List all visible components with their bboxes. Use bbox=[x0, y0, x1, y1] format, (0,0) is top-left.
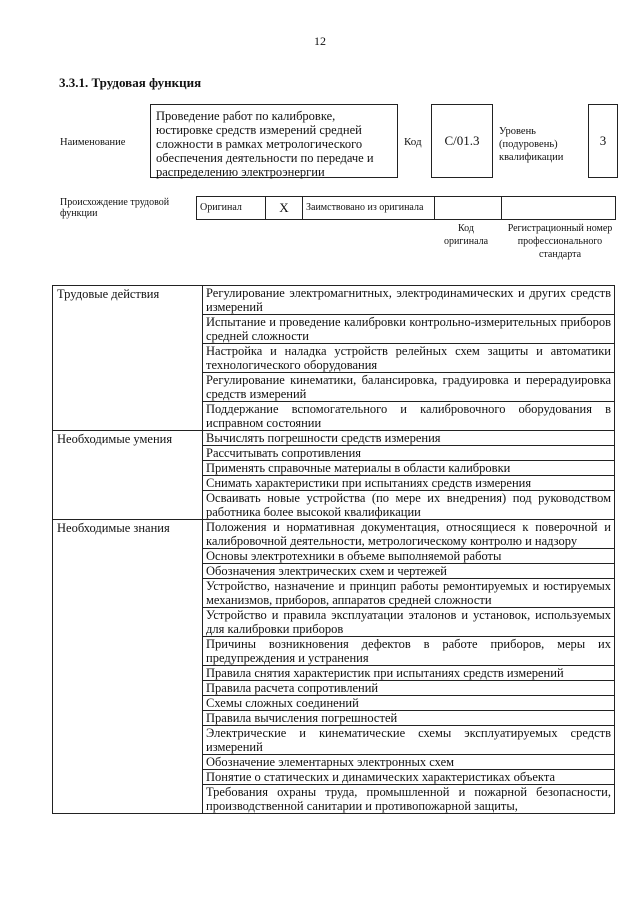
origin-code-cell bbox=[435, 197, 502, 220]
list-item: Осваивать новые устройства (по мере их внедрения) под руководством работника более высокой квалификации bbox=[203, 491, 615, 520]
qualification-level-label: Уровень (подуровень) квалификации bbox=[499, 126, 564, 163]
list-item: Обозначения электрических схем и чертежей bbox=[203, 564, 615, 579]
name-label: Наименование bbox=[60, 137, 126, 148]
list-item: Рассчитывать сопротивления bbox=[203, 446, 615, 461]
section-title-cell: Необходимые знания bbox=[53, 520, 203, 814]
section-title-cell: Трудовые действия bbox=[53, 286, 203, 431]
list-item: Схемы сложных соединений bbox=[203, 696, 615, 711]
function-details-table bbox=[52, 285, 615, 814]
list-item: Устройство и правила эксплуатации эталонов и установок, используемых для калибровки приборов bbox=[203, 608, 615, 637]
borrowed-label-cell: Заимствовано из оригинала bbox=[303, 197, 435, 220]
origin-label: Происхождение трудовой функции bbox=[60, 197, 170, 219]
table-row bbox=[53, 431, 615, 446]
list-item: Регулирование электромагнитных, электродинамических и других средств измерений bbox=[203, 286, 615, 315]
list-item: Настройка и наладка устройств релейных схем защиты и автоматики технологического оборудования bbox=[203, 344, 615, 373]
list-item: Основы электротехники в объеме выполняемой работы bbox=[203, 549, 615, 564]
origin-table bbox=[196, 196, 616, 220]
list-item: Регулирование кинематики, балансировка, градуировка и перерадуировка средств измерений bbox=[203, 373, 615, 402]
list-item: Правила снятия характеристик при испытаниях средств измерений bbox=[203, 666, 615, 681]
list-item: Испытание и проведение калибровки контрольно-измерительных приборов средней сложности bbox=[203, 315, 615, 344]
original-label-cell: Оригинал bbox=[197, 197, 266, 220]
code-label: Код bbox=[404, 136, 422, 148]
registration-number-cell bbox=[502, 197, 616, 220]
original-mark-cell: X bbox=[266, 197, 303, 220]
section-title-cell: Необходимые умения bbox=[53, 431, 203, 520]
list-item: Правила вычисления погрешностей bbox=[203, 711, 615, 726]
list-item: Снимать характеристики при испытаниях средств измерения bbox=[203, 476, 615, 491]
list-item: Применять справочные материалы в области калибровки bbox=[203, 461, 615, 476]
function-code-box: C/01.3 bbox=[431, 104, 493, 178]
table-row bbox=[53, 520, 615, 549]
list-item: Положения и нормативная документация, относящиеся к поверочной и калибровочной деятельности, метрологическому контролю и надзору bbox=[203, 520, 615, 549]
qualification-level-box: 3 bbox=[588, 104, 618, 178]
list-item: Требования охраны труда, промышленной и пожарной безопасности, производственной санитарии и противопожарной защиты, bbox=[203, 785, 615, 814]
list-item: Причины возникновения дефектов в работе приборов, меры их предупреждения и устранения bbox=[203, 637, 615, 666]
list-item: Понятие о статических и динамических характеристиках объекта bbox=[203, 770, 615, 785]
page-number: 12 bbox=[314, 34, 326, 48]
list-item: Правила расчета сопротивлений bbox=[203, 681, 615, 696]
list-item: Обозначение элементарных электронных схем bbox=[203, 755, 615, 770]
list-item: Вычислять погрешности средств измерения bbox=[203, 431, 615, 446]
origin-code-caption: Код оригинала bbox=[443, 223, 489, 247]
table-row bbox=[53, 286, 615, 315]
section-title: 3.3.1. Трудовая функция bbox=[59, 75, 202, 90]
list-item: Электрические и кинематические схемы эксплуатируемых средств измерений bbox=[203, 726, 615, 755]
registration-number-caption: Регистрационный номер профессионального стандарта bbox=[507, 223, 613, 260]
list-item: Устройство, назначение и принцип работы ремонтируемых и юстируемых механизмов, приборов, аппаратов средней сложности bbox=[203, 579, 615, 608]
list-item: Поддержание вспомогательного и калибровочного оборудования в исправном состоянии bbox=[203, 402, 615, 431]
function-name-box: Проведение работ по калибровке, юстировке средств измерений средней сложности в рамках метрологического обеспечения деятельности по передаче и распределению электроэнергии bbox=[150, 104, 398, 178]
